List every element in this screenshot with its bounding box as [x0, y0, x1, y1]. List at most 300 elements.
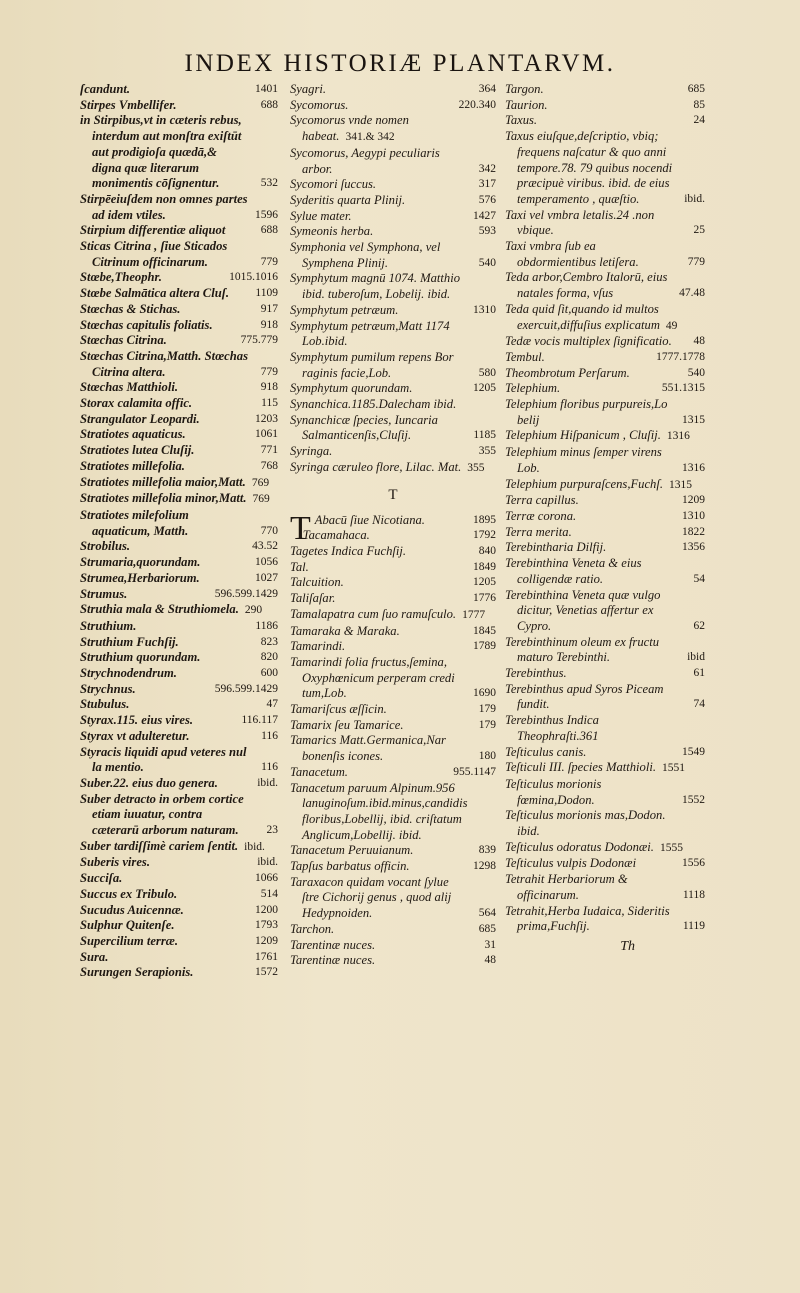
index-term: Taraxacon quidam vocant ſylue ſtre Cichorij genus , quod alij Hedypnoiden. [290, 874, 452, 921]
index-entry [80, 965, 278, 981]
index-term: Stirpes Vmbellifer. [80, 97, 177, 112]
index-entry [80, 539, 278, 555]
page-reference: 1027 [255, 571, 278, 584]
index-term: Abacū ſiue Nicotiana. [314, 512, 425, 527]
index-term: Stratiotes aquaticus. [80, 427, 186, 442]
index-term: Strobilus. [80, 539, 131, 554]
index-entry [80, 635, 278, 651]
index-term: Stirpēeiuſdem non omnes partes ad idem vtiles. [80, 191, 248, 222]
index-term: Tamarix ſeu Tamarice. [290, 717, 404, 732]
index-term: Symphonia vel Symphona, vel Symphena Plinij. [290, 240, 441, 270]
index-entry [80, 349, 278, 380]
page-reference: 1427 [473, 209, 496, 222]
index-term: Struthium quorundam. [80, 650, 201, 665]
index-term: Stœchas capitulis foliatis. [80, 317, 213, 332]
page-reference: 1315 [682, 413, 705, 426]
index-term: Stœbe,Theophr. [80, 270, 162, 285]
page-reference: 820 [260, 651, 278, 664]
section-letter-t: T [388, 486, 398, 503]
index-term: Teſticulus vulpis Dodonæi [505, 856, 637, 871]
page-reference: 1793 [255, 919, 278, 932]
page-reference: 355 [478, 445, 496, 458]
page-reference: 779 [260, 365, 278, 378]
page-reference: 116 [261, 761, 278, 774]
index-term: Symeonis herba. [290, 224, 374, 239]
page-reference: 918 [260, 318, 278, 331]
index-term: Supercilium terræ. [80, 933, 178, 948]
index-term: Tamarindi. [290, 639, 346, 654]
page-reference: 62 [693, 619, 705, 632]
index-term: Tal. [290, 559, 309, 574]
page-reference: 917 [260, 302, 278, 315]
page-reference: 600 [260, 667, 278, 680]
page-reference: 54 [693, 572, 705, 585]
index-term: Syringa. [290, 444, 333, 459]
index-term: Tarchon. [290, 921, 335, 936]
index-term: Teſticulus morionis mas,Dodon. ibid. [505, 808, 666, 839]
page-reference: 179 [478, 718, 496, 731]
index-term: Terebinthina Veneta & eius colligendæ ratio. [505, 556, 642, 586]
page-reference: 116 [261, 729, 278, 742]
page-reference: 1109 [255, 287, 278, 300]
index-entry [290, 209, 496, 225]
page-reference: 220.340 [458, 98, 496, 111]
index-entry [290, 875, 496, 922]
index-term: Taxus. [505, 113, 538, 128]
index-entry [80, 934, 278, 950]
page-reference: 564 [478, 907, 496, 920]
index-entry [290, 843, 496, 859]
index-entry [80, 855, 278, 871]
page-reference: 49 [665, 319, 678, 332]
index-entry [80, 666, 278, 682]
index-term: Suber.22. eius duo genera. [80, 775, 218, 790]
index-term: Telephium. [505, 381, 561, 396]
index-entry [80, 475, 278, 492]
index-term: Terebinthus apud Syros Piceam fundit. [505, 681, 664, 712]
index-entry [290, 444, 496, 460]
index-entry [80, 427, 278, 443]
index-column-2-t-entries [290, 509, 496, 969]
page-reference: 1555 [659, 841, 683, 854]
index-term: Succiſa. [80, 871, 123, 886]
index-term: Terræ corona. [505, 508, 577, 523]
index-entry [80, 650, 278, 666]
page-reference: 85 [693, 98, 705, 111]
index-entry [290, 303, 496, 319]
index-term: Sycomorus, Aegypi peculiaris arbor. [290, 145, 440, 176]
page-reference: 1356 [682, 541, 705, 554]
index-term: Stratiotes millefolia. [80, 458, 185, 473]
index-entry [80, 792, 278, 839]
index-entry [505, 745, 705, 761]
page-reference: 688 [260, 98, 278, 111]
index-entry [80, 745, 278, 776]
page-reference: 1822 [682, 525, 705, 538]
page-reference: 31 [484, 938, 496, 951]
index-term: Telephium purpuraſcens,Fuchſ. [505, 476, 663, 491]
index-term: Tamarics Matt.Germanica,Nar bonenſis icones. [290, 733, 446, 764]
page-reference: 1596 [255, 208, 278, 221]
page-reference: 1203 [255, 412, 278, 425]
page-reference: 364 [478, 83, 496, 95]
page-reference: 1549 [682, 745, 705, 758]
page-reference: 823 [260, 635, 278, 648]
index-term: Struthium Fuchſij. [80, 634, 179, 649]
page-reference: 1777.1778 [656, 350, 705, 363]
index-entry [290, 319, 496, 350]
page-reference: 1119 [682, 920, 705, 933]
page-reference: 355 [467, 461, 485, 474]
index-entry [505, 445, 705, 476]
index-entry [80, 302, 278, 318]
page-reference: ibid. [244, 840, 265, 853]
index-entry [505, 129, 705, 208]
index-term: Sulphur Quitenſe. [80, 918, 175, 933]
index-term: Storax calamita offic. [80, 396, 193, 411]
index-entry [290, 702, 496, 718]
index-entry [80, 113, 278, 192]
page-reference: ibid. [257, 856, 278, 869]
page-reference: 1761 [255, 950, 278, 963]
index-column-2 [290, 82, 496, 969]
index-entry [290, 82, 496, 98]
page-reference: ibid [687, 651, 705, 664]
index-entry [80, 871, 278, 887]
page-reference: 768 [260, 459, 278, 472]
index-term: Sura. [80, 949, 109, 964]
index-term: Sycomorus. [290, 97, 349, 112]
index-entry [290, 146, 496, 177]
index-entry [505, 540, 705, 556]
page-reference: 1205 [473, 576, 496, 589]
index-entry [290, 624, 496, 640]
index-term: Stubulus. [80, 697, 130, 712]
index-entry [505, 666, 705, 682]
index-entry [505, 82, 705, 98]
index-term: Synanchicæ ſpecies, Iuncaria Salmanticenſis,Cluſij. [290, 412, 438, 443]
index-term: Tamalapatra cum ſuo ramuſculo. [290, 606, 457, 621]
index-term: Symphytum petræum,Matt 1174 Lob.ibid. [290, 318, 450, 349]
index-term: Teda quid ſit,quando id multos exercuit,diffuſius explicatum [505, 301, 660, 332]
page-reference: 779 [260, 255, 278, 268]
index-entry [80, 697, 278, 713]
index-term: in Stirpibus,vt in cæteris rebus, interdum aut monſtra exiſtūt aut prodigioſa quædā,& digna quæ literarum monimentis cōſignentur. [80, 113, 242, 191]
page-reference: 48 [484, 954, 496, 967]
index-term: Strumea,Herbariorum. [80, 570, 200, 585]
page-reference: 769 [251, 476, 270, 489]
index-entry [505, 840, 705, 857]
index-term: Taxi vmbra ſub ea obdormientibus letiſera. [505, 239, 639, 269]
index-entry [505, 777, 705, 808]
index-term: Terebinthus Indica Theophraſti.361 [505, 713, 599, 743]
index-term: Terra capillus. [505, 493, 579, 508]
page-reference: 839 [478, 844, 496, 857]
index-term: Syagri. [290, 82, 327, 96]
index-entry [505, 904, 705, 935]
index-entry [290, 397, 496, 413]
index-term: Teſticulus canis. [505, 744, 587, 759]
index-entry [505, 397, 705, 428]
index-term: Tanacetum. [290, 764, 348, 779]
page-reference: 779 [687, 255, 705, 268]
index-entry [290, 607, 496, 624]
index-entry [80, 380, 278, 396]
index-term: Teda arbor,Cembro Italorū, eius natales forma, vſus [505, 270, 668, 301]
index-entry [290, 240, 496, 271]
index-term: Talcuition. [290, 575, 344, 590]
index-term: Tamariſcus æſſicin. [290, 702, 387, 717]
index-entry [80, 508, 278, 539]
index-term: Tarentinæ nuces. [290, 953, 376, 968]
index-entry [290, 413, 496, 444]
index-entry [290, 718, 496, 734]
index-term: Tapſus barbatus officin. [290, 859, 410, 874]
page-reference: 342 [478, 162, 496, 175]
page-reference: 290 [244, 604, 263, 617]
index-term: Tetrahit,Herba Iudaica, Sideritis prima,Fuchſij. [505, 903, 670, 934]
index-term: Stirpium differentiæ aliquot [80, 223, 226, 238]
index-entry [80, 587, 278, 603]
page-reference: 1205 [473, 382, 496, 395]
index-entry [290, 781, 496, 844]
index-term: Struthium. [80, 618, 137, 633]
page-reference: ibid. [257, 776, 278, 789]
page-reference: 47 [266, 698, 278, 711]
index-entry [290, 460, 496, 477]
page-reference: 1185 [473, 429, 496, 442]
index-term: Surungen Serapionis. [80, 965, 194, 980]
index-term: Taliſaſar. [290, 591, 336, 606]
index-entry [290, 655, 496, 702]
page-reference: 1298 [473, 860, 496, 873]
index-entry [290, 177, 496, 193]
page-reference: 1315 [669, 478, 692, 491]
index-column-2-s-entries [290, 82, 496, 477]
index-entry [80, 729, 278, 745]
page-reference: 685 [478, 922, 496, 935]
index-term: Taxus eiuſque,deſcriptio, vbiq; frequens naſcatur & quo anni tempore.78. 79 quibus nocendi præcipuè viribus. ibid. de eius temperamento , quæſtio. [505, 129, 673, 206]
page-title: INDEX HISTORIÆ PLANTARVM. [184, 50, 616, 77]
index-term: Tacamahaca. [302, 528, 370, 543]
page-reference: 43.52 [252, 540, 278, 553]
index-term: Stratiotes milefolium aquaticum, Matth. [80, 507, 189, 538]
page-reference: 1776 [473, 592, 496, 605]
page-reference: 1401 [255, 83, 278, 95]
index-entry [505, 350, 705, 366]
page-reference: 532 [260, 177, 278, 190]
index-entry [505, 98, 705, 114]
index-term: Stœbe Salmātica altera Cluſ. [80, 286, 230, 301]
index-entry [505, 493, 705, 509]
page-reference: 61 [693, 667, 705, 680]
index-entry [80, 286, 278, 302]
index-entry [505, 713, 705, 744]
index-term: Terebintharia Dilfij. [505, 540, 607, 555]
index-entry [505, 525, 705, 541]
page-reference: 1556 [682, 857, 705, 870]
page-reference: 1849 [473, 560, 496, 573]
page-reference: 576 [478, 193, 496, 206]
index-entry [80, 239, 278, 270]
index-term: Symphytum quorundam. [290, 381, 413, 396]
index-term: Strychnus. [80, 681, 136, 696]
index-term: Sticas Citrina , ſiue Sticados Citrinum officinarum. [80, 239, 228, 269]
index-term: Terebinthinum oleum ex fructu maturo Terebinthi. [505, 634, 660, 665]
index-column-3-entries [505, 82, 705, 935]
index-term: Stœchas Citrina,Matth. Stœchas Citrina altera. [80, 348, 248, 379]
page-reference: 580 [478, 366, 496, 379]
page-reference: 1690 [473, 687, 496, 700]
index-term: Styrax.115. eius vires. [80, 713, 193, 728]
page-reference: 1310 [682, 509, 705, 522]
index-entry [80, 571, 278, 587]
page-reference: 1845 [473, 624, 496, 637]
index-entry [80, 839, 278, 856]
index-term: Teſticuli III. ſpecies Matthioli. [505, 760, 656, 775]
index-term: Tembul. [505, 349, 545, 364]
page-reference: 596.599.1429 [214, 682, 278, 695]
page-reference: 540 [478, 256, 496, 269]
index-entry [505, 588, 705, 635]
page-reference: 593 [478, 225, 496, 238]
index-column-1 [80, 82, 278, 981]
index-entry [80, 82, 278, 98]
index-entry [505, 428, 705, 445]
index-entry [290, 922, 496, 938]
index-entry [505, 302, 705, 334]
index-term: Sycomori ſuccus. [290, 177, 377, 192]
index-term: Tanacetum paruum Alpinum.956 lanuginoſum.ibid.minus,candidis floribus,Lobellij, ibid. criſtatum Anglicum,Lobellij. ibid. [290, 780, 468, 842]
index-term: Terebinthus. [505, 666, 567, 681]
index-term: Teſticulus odoratus Dodonæi. [505, 839, 654, 854]
index-entry [290, 350, 496, 381]
page-reference: 771 [260, 444, 278, 457]
index-term: Targon. [505, 82, 544, 96]
index-entry [505, 113, 705, 129]
page-reference: 25 [693, 224, 705, 237]
page-reference: 1209 [682, 494, 705, 507]
index-entry [290, 560, 496, 576]
index-entry [290, 639, 496, 655]
page-reference: 840 [478, 544, 496, 557]
index-term: Strumaria,quorundam. [80, 555, 201, 570]
page-reference: 1015.1016 [229, 271, 278, 284]
index-entry [80, 713, 278, 729]
index-entry [80, 776, 278, 792]
index-term: Telephium Hiſpanicum , Cluſij. [505, 428, 661, 443]
index-entry [505, 239, 705, 270]
index-entry [290, 765, 496, 781]
index-entry [80, 491, 278, 508]
page-reference: 48 [693, 335, 705, 348]
index-term: Tarentinæ nuces. [290, 937, 376, 952]
page-reference: 514 [260, 887, 278, 900]
index-entry [80, 555, 278, 571]
index-term: Sucudus Auicennæ. [80, 902, 184, 917]
index-entry [505, 270, 705, 301]
index-entry [80, 223, 278, 239]
page-reference: 1895 [473, 513, 496, 526]
index-entry [290, 953, 496, 969]
index-term: Succus ex Tribulo. [80, 886, 178, 901]
index-entry [80, 333, 278, 349]
page-reference: 685 [687, 83, 705, 95]
index-term: ſcandunt. [80, 82, 131, 96]
page-reference: 116.117 [241, 714, 278, 727]
index-term: Stœchas Citrina. [80, 333, 167, 348]
index-entry [80, 443, 278, 459]
index-entry [80, 98, 278, 114]
index-entry [80, 619, 278, 635]
index-term: Sycomorus vnde nomen habeat. [290, 113, 409, 144]
index-entry [290, 271, 496, 302]
index-entry [290, 859, 496, 875]
page-reference: 179 [478, 703, 496, 716]
index-entry [505, 381, 705, 397]
index-entry [505, 682, 705, 713]
page-reference: 74 [693, 698, 705, 711]
index-entry [505, 366, 705, 382]
index-entry [80, 918, 278, 934]
index-term: Terebinthina Veneta quæ vulgo dicitur, Venetias affertur ex Cypro. [505, 587, 661, 633]
page-reference: 1056 [255, 556, 278, 569]
page-reference: 47.48 [679, 287, 705, 300]
index-term: Taxi vel vmbra letalis.24 .non vbique. [505, 207, 655, 238]
index-term: Syderitis quarta Plinij. [290, 192, 406, 207]
page-reference: 1200 [255, 903, 278, 916]
drop-cap-initial: T [290, 509, 311, 547]
index-entry [505, 509, 705, 525]
page-reference: 317 [478, 178, 496, 191]
index-term: Strumus. [80, 586, 128, 601]
page-reference: 540 [687, 366, 705, 379]
index-term: Telephium minus ſemper virens Lob. [505, 445, 662, 475]
index-term: Strychnodendrum. [80, 666, 177, 681]
page-reference: 1186 [255, 619, 278, 632]
index-term: Tamarindi folia fructus,ſemina, Oxyphœnicum perperam credi tum,Lob. [290, 654, 455, 701]
index-entry [505, 635, 705, 666]
index-term: Stœchas & Stichas. [80, 301, 181, 316]
index-term: Tetrahit Herbariorum & officinarum. [505, 872, 628, 902]
page-reference: 775.779 [240, 334, 278, 347]
index-entry [505, 334, 705, 350]
index-term: Tamaraka & Maraka. [290, 623, 400, 638]
index-entry [80, 270, 278, 286]
page-reference: 551.1315 [661, 382, 705, 395]
index-term: Stratiotes millefolia maior,Matt. [80, 474, 246, 489]
page-reference: 1118 [682, 888, 705, 901]
index-entry [290, 544, 496, 560]
index-term: Symphytum pumilum repens Bor raginis facie,Lob. [290, 349, 454, 380]
index-entry [290, 938, 496, 954]
index-entry [80, 682, 278, 698]
page-reference: 688 [260, 224, 278, 237]
index-entry [505, 556, 705, 587]
index-entry [290, 113, 496, 145]
page-reference: ibid. [684, 192, 705, 205]
page-reference: 596.599.1429 [214, 587, 278, 600]
index-term: Styracis liquidi apud veteres nul la mentio. [80, 744, 247, 775]
index-term: Tedæ vocis multiplex ſignificatio. [505, 334, 672, 349]
index-entry [80, 459, 278, 475]
index-term: Styrax vt adulteretur. [80, 728, 190, 743]
page-reference: 1209 [255, 934, 278, 947]
index-entry [290, 733, 496, 764]
index-term: Tagetes Indica Fuchſij. [290, 543, 407, 558]
index-entry [290, 575, 496, 591]
index-entry [505, 208, 705, 239]
